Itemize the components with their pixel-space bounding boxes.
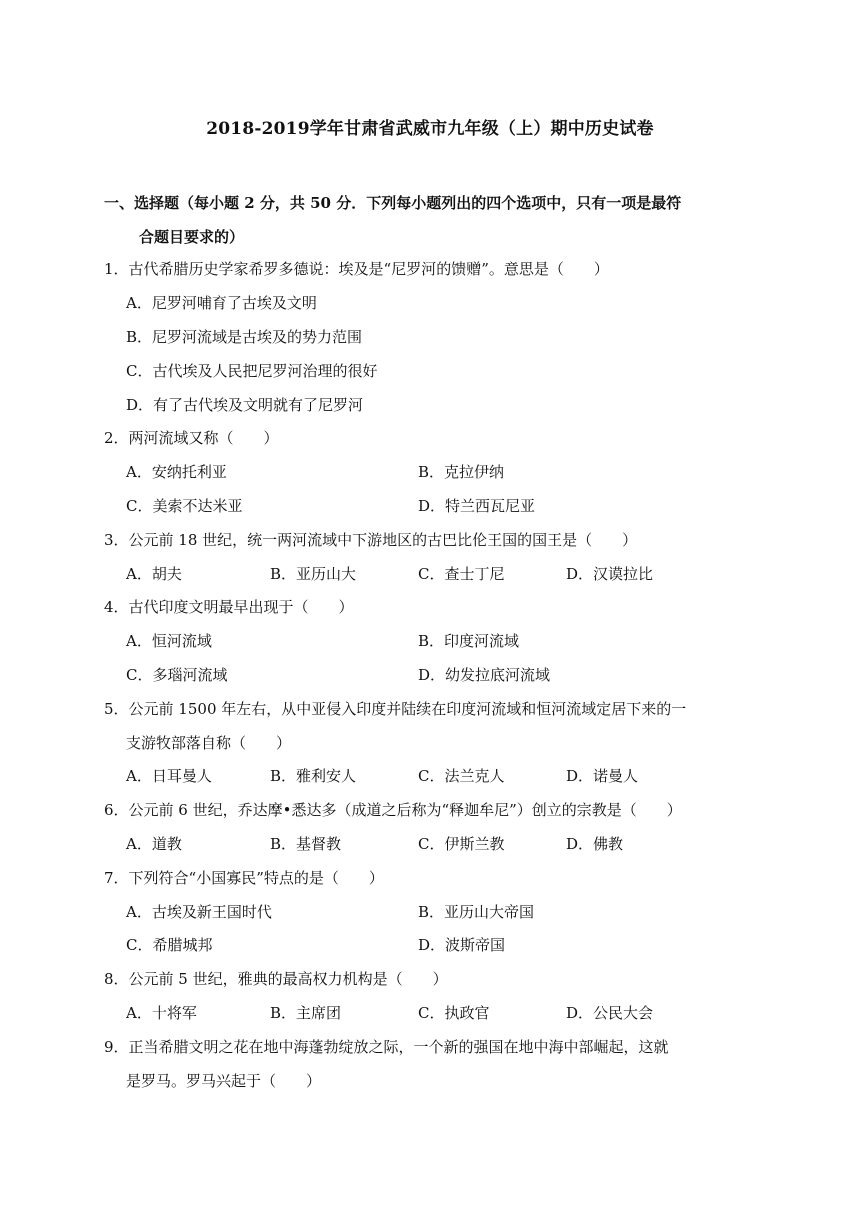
question-1-option-c: C．古代埃及人民把尼罗河治理的很好	[126, 362, 378, 380]
question-6-stem: 6．公元前 6 世纪，乔达摩•悉达多（成道之后称为“释迦牟尼”）创立的宗教是（ ）	[104, 801, 682, 819]
question-8-option-a: A．十将军	[126, 1004, 197, 1022]
question-1-option-a: A．尼罗河哺育了古埃及文明	[126, 294, 317, 312]
question-3-option-d: D．汉谟拉比	[566, 565, 654, 583]
question-6-option-d: D．佛教	[566, 835, 624, 853]
question-9-stem-line-1: 9．正当希腊文明之花在地中海蓬勃绽放之际，一个新的强国在地中海中部崛起，这就	[104, 1038, 669, 1056]
question-4-option-c: C．多瑙河流域	[126, 666, 228, 684]
question-1-option-b: B．尼罗河流域是古埃及的势力范围	[126, 328, 363, 346]
question-2-option-d: D．特兰西瓦尼亚	[418, 497, 536, 515]
question-2-option-b: B．克拉伊纳	[418, 463, 505, 481]
question-3-option-b: B．亚历山大	[270, 565, 357, 583]
question-8-option-c: C．执政官	[418, 1004, 490, 1022]
question-8-stem: 8．公元前 5 世纪，雅典的最高权力机构是（ ）	[104, 970, 448, 988]
question-3-stem: 3．公元前 18 世纪，统一两河流域中下游地区的古巴比伦王国的国王是（ ）	[104, 531, 638, 549]
page-title: 2018-2019学年甘肃省武威市九年级（上）期中历史试卷	[206, 119, 654, 139]
question-3-option-a: A．胡夫	[126, 565, 182, 583]
question-7-option-a: A．古埃及新王国时代	[126, 903, 272, 921]
question-7-option-d: D．波斯帝国	[418, 936, 506, 954]
section-heading-line-2: 合题目要求的）	[139, 228, 245, 246]
question-7-option-b: B．亚历山大帝国	[418, 903, 535, 921]
question-2-option-c: C．美索不达米亚	[126, 497, 243, 515]
question-5-stem	[104, 692, 764, 760]
question-1-option-d: D．有了古代埃及文明就有了尼罗河	[126, 396, 364, 414]
question-5-stem-line-2: 支游牧部落自称（ ）	[126, 734, 292, 752]
question-4-option-b: B．印度河流域	[418, 632, 520, 650]
question-5-stem-line-1: 5．公元前 1500 年左右，从中亚侵入印度并陆续在印度河流域和恒河流域定居下来的一	[104, 700, 687, 718]
question-4-option-a: A．恒河流域	[126, 632, 212, 650]
question-6-option-c: C．伊斯兰教	[418, 835, 505, 853]
question-5-option-d: D．诺曼人	[566, 767, 639, 785]
question-5-option-c: C．法兰克人	[418, 767, 505, 785]
question-5-option-a: A．日耳曼人	[126, 767, 212, 785]
question-1-stem: 1．古代希腊历史学家希罗多德说：埃及是“尼罗河的馈赠”。意思是（ ）	[104, 260, 609, 278]
section-heading-line-1: 一、选择题（每小题 2 分，共 50 分．下列每小题列出的四个选项中，只有一项是最符	[104, 194, 682, 212]
question-9-stem	[104, 1030, 764, 1098]
question-8-option-b: B．主席团	[270, 1004, 342, 1022]
question-6-option-b: B．基督教	[270, 835, 342, 853]
question-6-option-a: A．道教	[126, 835, 182, 853]
question-4-option-d: D．幼发拉底河流域	[418, 666, 551, 684]
question-8-option-d: D．公民大会	[566, 1004, 654, 1022]
question-9-stem-line-2: 是罗马。罗马兴起于（ ）	[126, 1072, 322, 1090]
question-5-option-b: B．雅利安人	[270, 767, 357, 785]
question-3-option-c: C．查士丁尼	[418, 565, 505, 583]
question-2-stem: 2．两河流域又称（ ）	[104, 429, 279, 447]
question-7-stem: 7．下列符合“小国寡民”特点的是（ ）	[104, 869, 384, 887]
section-heading	[104, 186, 764, 254]
question-2-option-a: A．安纳托利亚	[126, 463, 227, 481]
question-4-stem: 4．古代印度文明最早出现于（ ）	[104, 598, 354, 616]
question-7-option-c: C．希腊城邦	[126, 936, 213, 954]
